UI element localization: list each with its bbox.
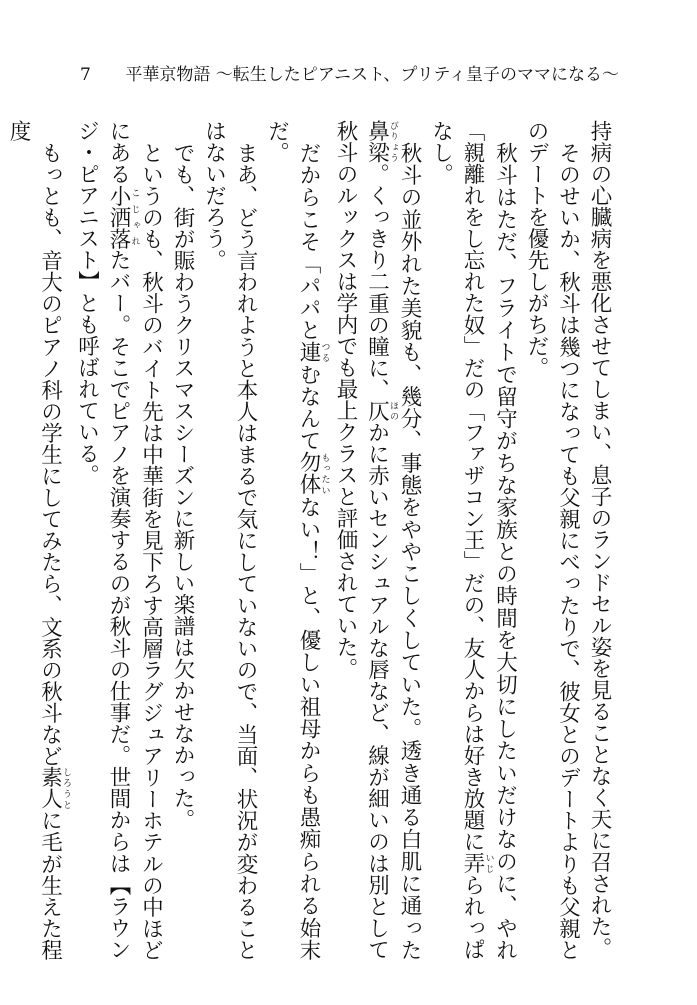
page-header: [80, 60, 657, 85]
ruby-annotation: [37, 766, 71, 810]
text-run: に毛が生えた程度: [6, 120, 63, 961]
ruby-annotation: [296, 451, 330, 496]
paragraph: [425, 120, 521, 960]
text-run: たバー。そこでピアノを演奏するのが秋斗の仕事だ。世間からは【ラウンジ・ピアニスト】とも呼ばれている。: [74, 120, 131, 961]
ruby-annotation: [364, 120, 398, 164]
ruby-reading: いじ: [483, 852, 494, 874]
ruby-base: 小洒落: [106, 184, 131, 250]
book-title: 平華京物語 〜転生したピアニスト、プリティ皇子のママになる〜: [125, 65, 620, 85]
paragraph: [167, 120, 199, 960]
ruby-base: 勿体: [296, 451, 321, 496]
ruby-reading: もったい: [319, 451, 330, 496]
paragraph: [330, 120, 426, 960]
ruby-annotation: [460, 852, 494, 874]
paragraph: [3, 120, 72, 960]
vertical-body-text: [6, 120, 615, 961]
ruby-base: 仄: [364, 400, 390, 422]
ruby-reading: しろうと: [61, 766, 71, 810]
ruby-reading: びりょう: [388, 120, 398, 164]
text-run: られっぱなし。: [428, 120, 485, 961]
ruby-annotation: [296, 340, 330, 363]
page-number: 7: [80, 65, 91, 85]
text-run: だからこそ「パパと: [296, 141, 321, 341]
text-run: 秋斗の並外れた美貌も、幾分、事態をややこしくしていた。透き通る白肌に通った: [397, 141, 422, 961]
text-run: 秋斗はただ、フライトで留守がちな家族との時間を大切にしたいだけなのに、やれ「親離れをし忘れた奴」だの「ファザコン王」だの、友人からは好き放題に: [460, 120, 518, 960]
ruby-base: 素人: [37, 766, 63, 810]
paragraph: [261, 120, 330, 960]
text-run: 。くっきり二重の瞳に、: [364, 163, 390, 401]
ruby-annotation: [106, 184, 140, 250]
paragraph: [198, 120, 261, 960]
paragraph: [584, 120, 616, 960]
text-run: むなんて: [296, 362, 321, 452]
ruby-reading: つる: [319, 340, 330, 363]
text-run: もっとも、音大のピアノ科の学生にしてみたら、文系の秋斗など: [37, 141, 63, 767]
ruby-annotation: [364, 400, 398, 422]
ruby-reading: こじゃれ: [129, 184, 140, 250]
ruby-base: 連: [296, 340, 321, 363]
text-run: かに赤いセンシュアルな唇など、線が細いのは別として秋斗のルックスは学内でも最上クラスと評価されていた。: [333, 120, 390, 961]
text-run: まあ、どう言われようと本人はまるで気にしていないので、当面、状況が変わることはないだろう。: [201, 120, 258, 960]
text-run: でも、街が賑わうクリスマスシーズンに新しい楽譜は欠かせなかった。: [170, 141, 195, 830]
text-run: そのせいか、秋斗は幾つになっても父親にべったりで、彼女とのデートよりも父親とのデートを優先しがちだ。: [524, 120, 581, 960]
text-run: ない！」と、優しい祖母からも愚痴られる始末だ。: [264, 120, 321, 961]
ruby-reading: ほの: [388, 400, 398, 422]
paragraph: [71, 120, 167, 960]
ruby-base: 鼻梁: [364, 120, 390, 164]
ruby-base: 弄: [460, 852, 485, 874]
text-run: 持病の心臓病を悪化させてしまい、息子のランドセル姿を見ることなく天に召された。: [587, 120, 612, 959]
paragraph: [521, 120, 584, 960]
text-run: というのも、秋斗のバイト先は中華街を見下ろす高層ラグジュアリーホテルの中ほどにある: [106, 120, 164, 960]
